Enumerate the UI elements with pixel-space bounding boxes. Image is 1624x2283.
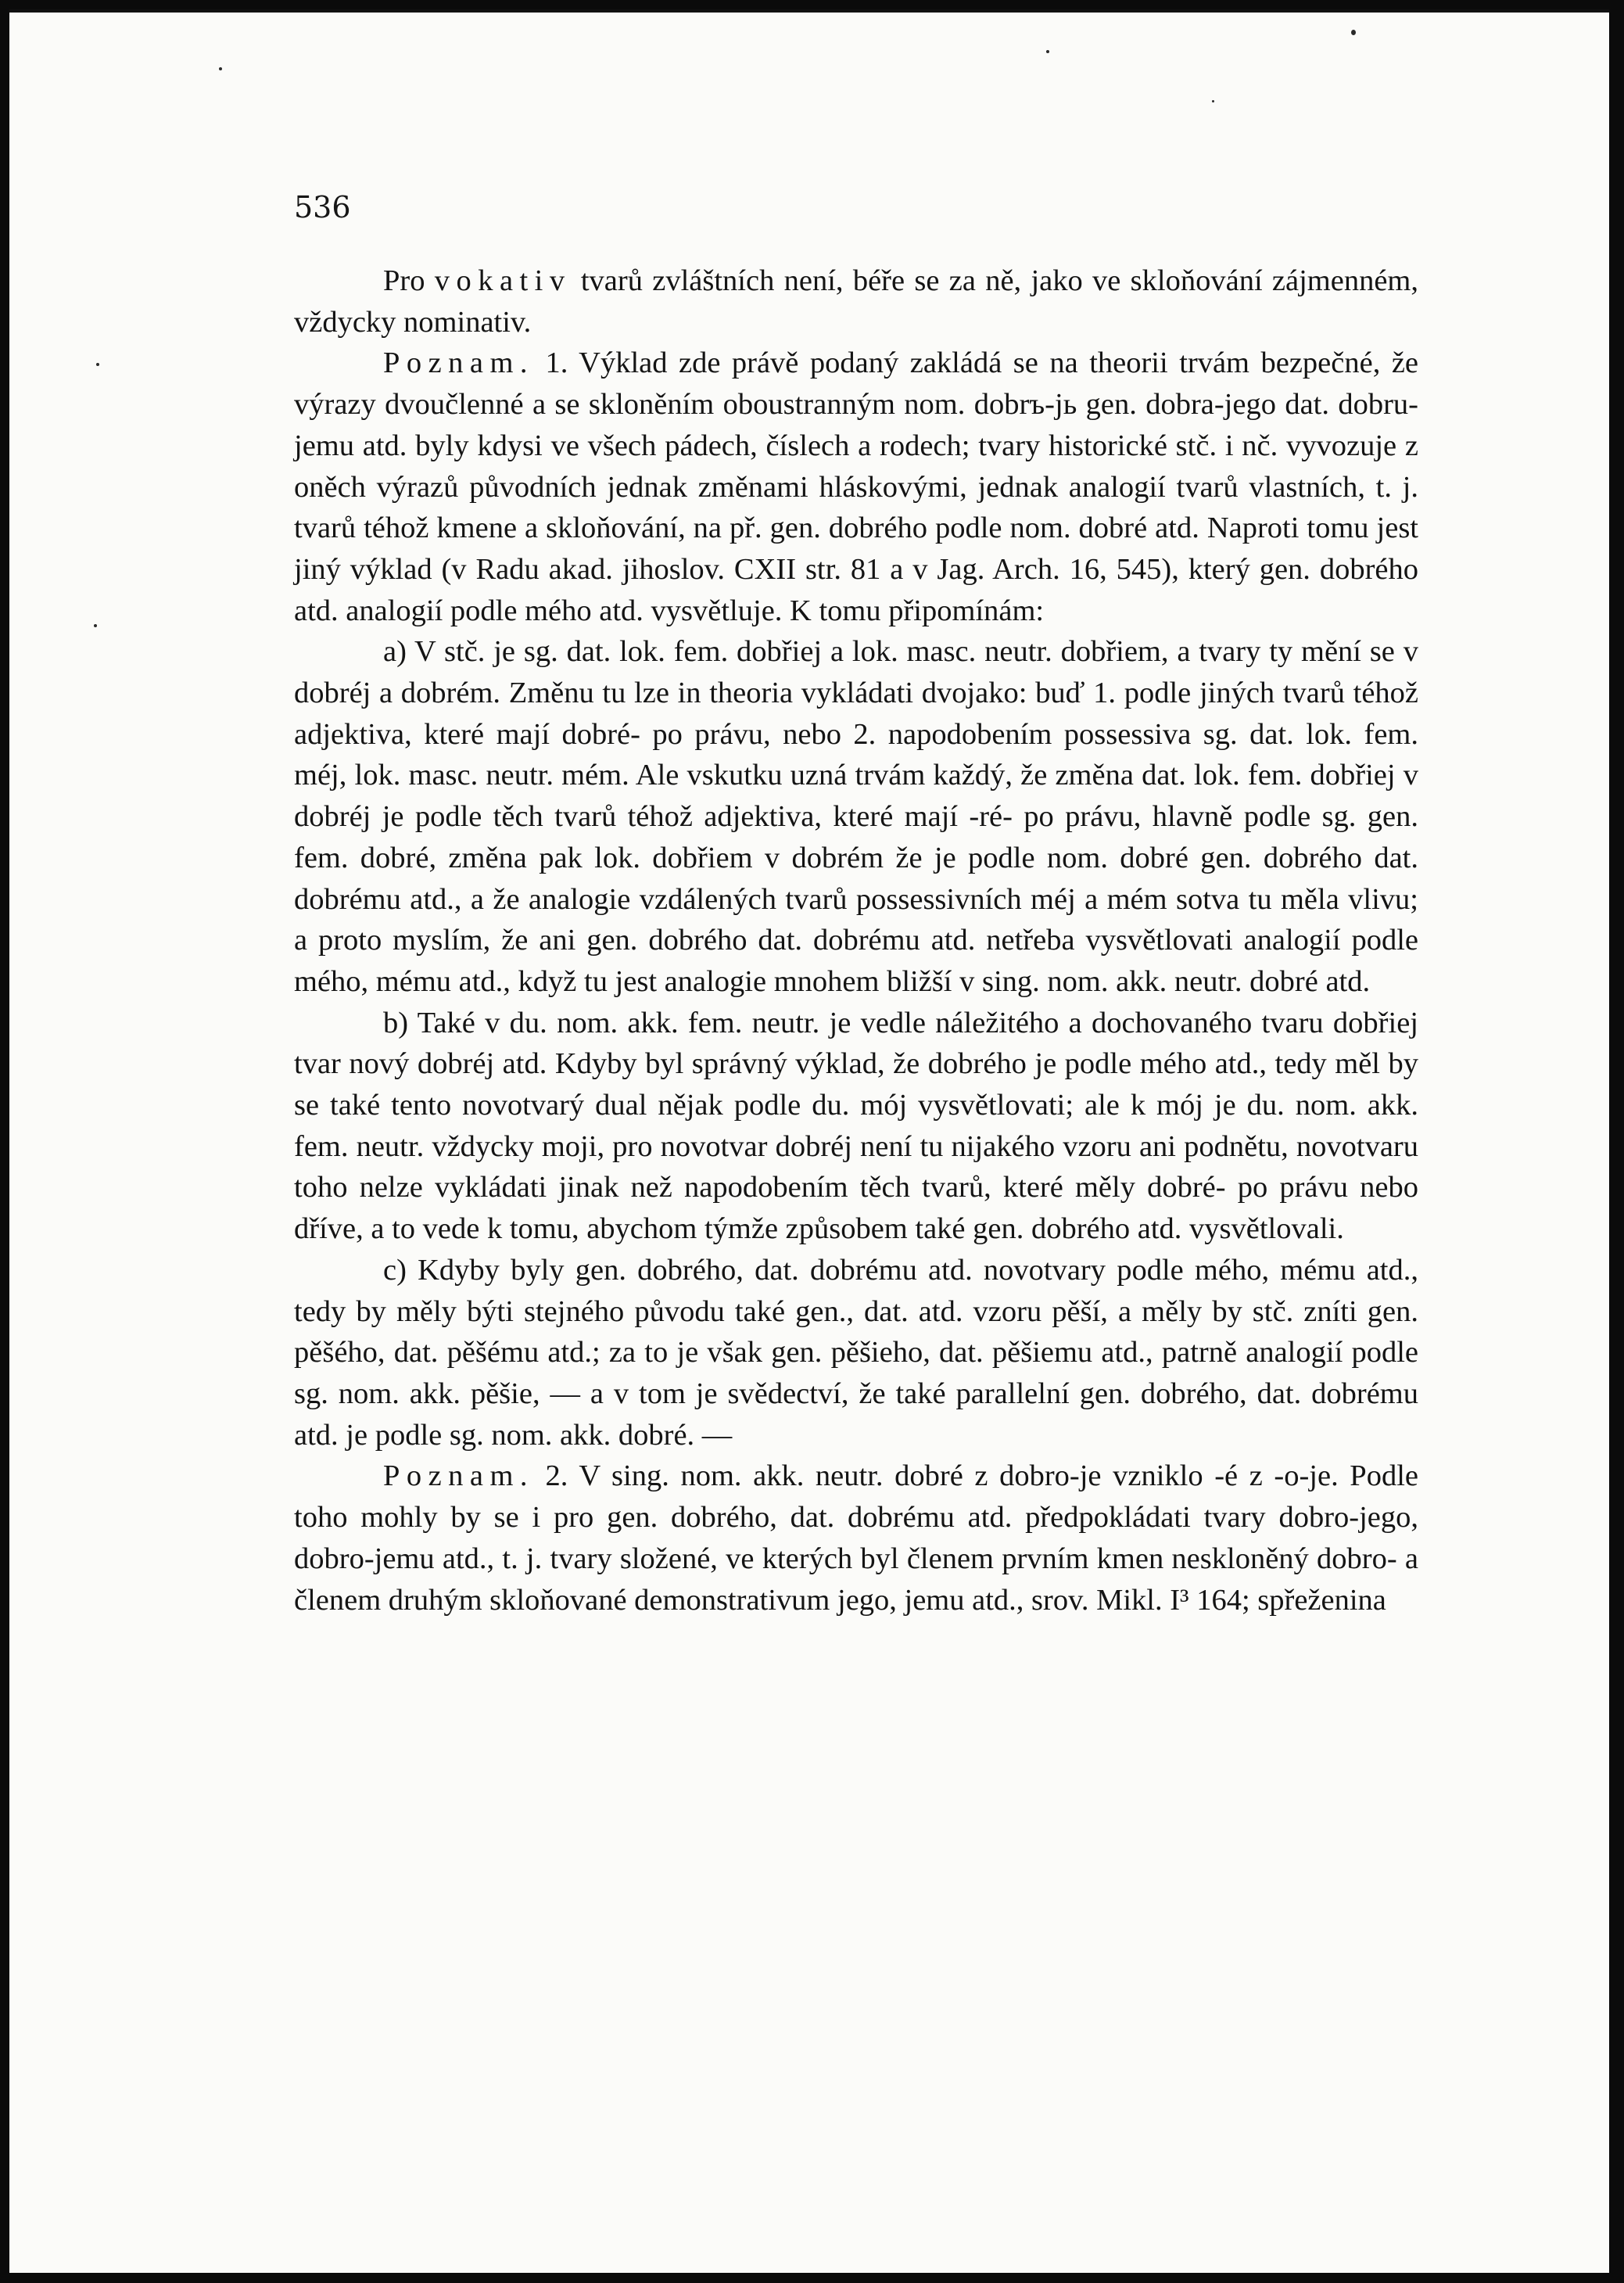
paragraph-note-1 [294,343,1418,631]
paragraph-text: a) V stč. je sg. dat. lok. fem. dobřiej a lok. masc. neutr. dobřiem, a tvary ty mění se v dobréj a dobrém. Změnu tu lze in theoria vykládati dvojako: buď 1. podle jiných tvarů téhož adjektiva, které mají dobré- po právu, nebo 2. napodobením possessiva sg. dat. lok. fem. méj, lok. masc. neutr. mém. Ale vskutku uzná trvám každý, že změna dat. lok. fem. dobřiej v dobréj je podle těch tvarů téhož adjektiva, které mají -ré- po právu, hlavně podle sg. gen. fem. dobré, změna pak lok. dobřiem v dobrém že je podle nom. dobré gen. dobrého dat. dobrému atd., a že analogie vzdálených tvarů possessivních méj a mém sotva tu měla vlivu; a proto myslím, že ani gen. dobrého dat. dobrému atd. netřeba vysvětlovati analogií podle mého, mému atd., když tu jest analogie mnohem bližší v sing. nom. akk. neutr. dobré atd. [294,635,1418,998]
paragraph-text: c) Kdyby byly gen. dobrého, dat. dobrému atd. novotvary podle mého, mému atd., tedy by měly býti stejného původu také gen., dat. atd. vzoru pěší, a měly by stč. zníti gen. pěšého, dat. pěšému atd.; za to je však gen. pěšieho, dat. pěšiemu atd., patrně analogií podle sg. nom. akk. pěšie, — a v tom je svědectví, že také parallelní gen. dobrého, dat. dobrému atd. je podle sg. nom. akk. dobré. — [294,1253,1418,1452]
paragraph-text: b) Také v du. nom. akk. fem. neutr. je vedle náležitého a dochovaného tvaru dobřiej tvar nový dobréj atd. Kdyby byl správný výklad, že dobrého je podle mého atd., tedy měl by se také tento novotvarý dual nějak podle du. mój vysvětlovati; ale k mój je du. nom. akk. fem. neutr. vždycky moji, pro novotvar dobréj není tu nijakého vzoru ani podnětu, novotvaru toho nelze vykládati jinak než napodobením těch tvarů, které měly dobré- po právu nebo dříve, a to vede k tomu, abychom týmže způsobem také gen. dobrého atd. vysvětlovali. [294,1006,1418,1246]
speck-mark [219,67,222,70]
speck-mark [94,624,97,627]
paragraph-point-a [294,631,1418,1002]
paragraph-text: 1. Výklad zde právě podaný zakládá se na theorii trvám bezpečné, že výrazy dvoučlenné a se skloněním oboustranným nom. dobrъ-jь gen. dobra-jego dat. dobru-jemu atd. byly kdysi ve všech pádech, číslech a rodech; tvary historické stč. i nč. vyvozuje z oněch výrazů původních jednak změnami hláskovými, jednak analogií tvarů vlastních, t. j. tvarů téhož kmene a skloňování, na př. gen. dobrého podle nom. dobré atd. Naproti tomu jest jiný výklad (v Radu akad. jihoslov. CXII str. 81 a v Jag. Arch. 16, 545), který gen. dobrého atd. analogií podle mého atd. vysvětluje. K tomu připomínám: [294,346,1418,627]
paragraph-text: tvarů zvláštních není, béře se za ně, jako ve skloňování zájmenném, vždycky nominativ. [294,264,1418,339]
spaced-term: vokativ [434,264,572,297]
spaced-term: Poznam. [383,1459,534,1493]
book-page [9,9,1609,2273]
speck-mark [1212,100,1214,102]
paragraph-point-c [294,1250,1418,1456]
speck-mark [96,363,99,366]
paragraph-text: 2. V sing. nom. akk. neutr. dobré z dobro-je vzniklo -é z -o-je. Podle toho mohly by se i pro gen. dobrého, dat. dobrému atd. předpokládati tvary dobro-jego, dobro-jemu atd., t. j. tvary složené, ve kterých byl členem prvním kmen neskloněný dobro- a členem druhým skloňované demonstrativum jego, jemu atd., srov. Mikl. I³ 164; spřeženina [294,1459,1418,1617]
page-number: 536 [294,190,351,224]
paragraph-point-b [294,1003,1418,1250]
paragraph-note-2 [294,1456,1418,1621]
speck-mark [1046,50,1049,53]
paragraph-vocative [294,260,1418,343]
body-text [294,260,1418,1621]
speck-mark [1351,30,1356,35]
paragraph-lead: Pro [383,264,435,297]
spaced-term: Poznam. [383,346,534,380]
